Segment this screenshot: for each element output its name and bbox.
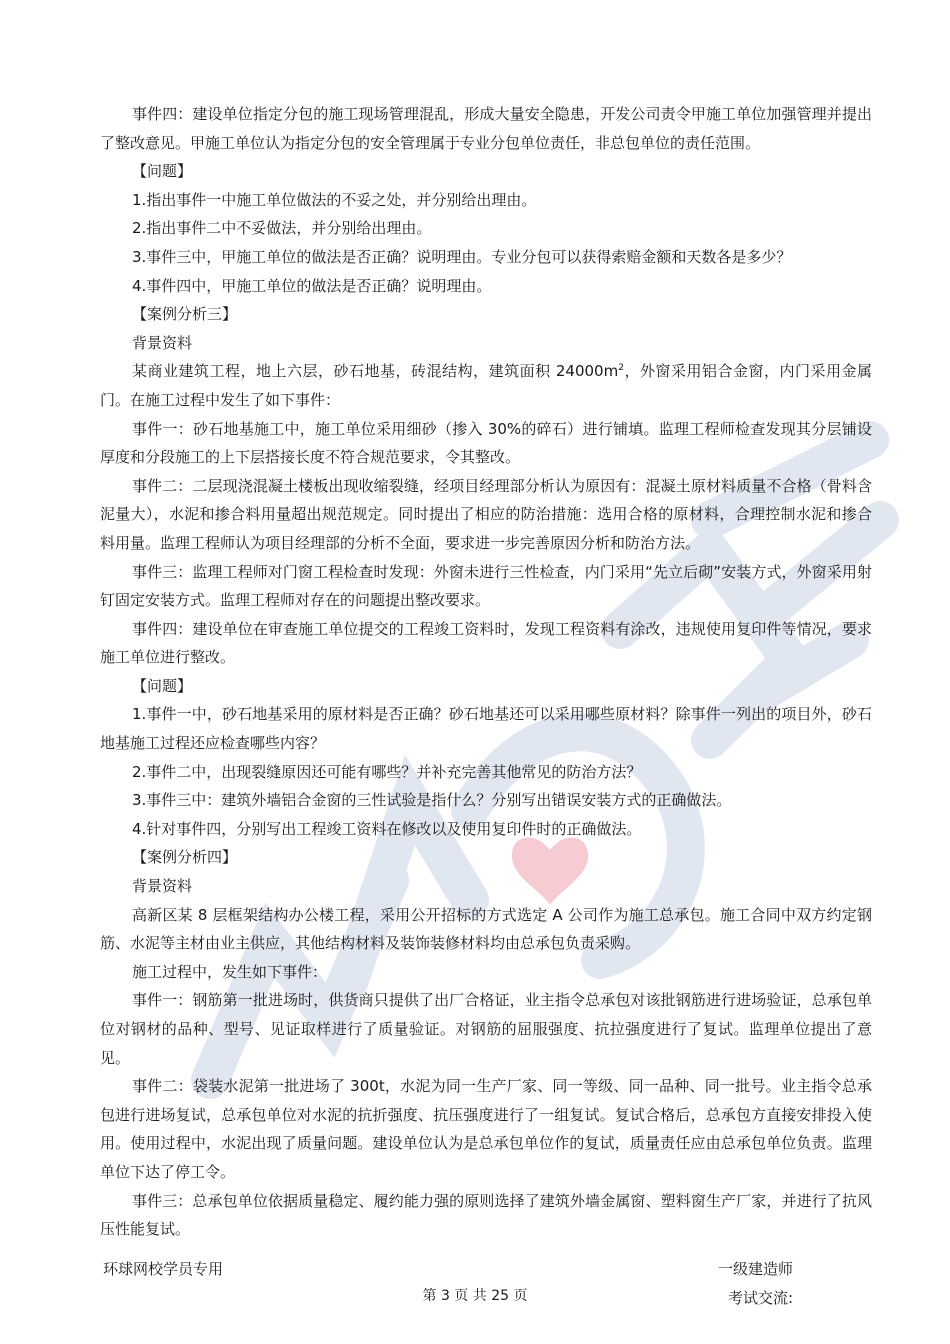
paragraph: 高新区某 8 层框架结构办公楼工程，采用公开招标的方式选定 A 公司作为施工总承包。施工合同中双方约定钢筋、水泥等主材由业主供应，其他结构材料及装饰装修材料均由总承包负责采购。 (100, 905, 872, 953)
paragraph: 事件二：二层现浇混凝土楼板出现收缩裂缝，经项目经理部分析认为原因有：混凝土原材料质量不合格（骨料含泥量大），水泥和掺合料用量超出规范规定。同时提出了相应的防治措施：选用合格的原材料，合理控制水泥和掺合料用量。监理工程师认为项目经理部的分析不全面，要求进一步完善原因分析和防治方法。 (100, 476, 872, 552)
paragraph: 施工过程中，发生如下事件： (132, 962, 328, 981)
paragraph: 事件四：建设单位在审查施工单位提交的工程竣工资料时，发现工程资料有涂改，违规使用复印件等情况，要求施工单位进行整改。 (100, 619, 872, 667)
paragraph: 事件二：袋装水泥第一批进场了 300t，水泥为同一生产厂家、同一等级、同一品种、同一批号。业主指令总承包进行进场复试，总承包单位对水泥的抗折强度、抗压强度进行了一组复试。复试合格后，总承包方直接安排投入使用。使用过程中，水泥出现了质量问题。建设单位认为是总承包单位作的复试，质量责任应由总承包单位负责。监理单位下达了停工令。 (100, 1077, 872, 1181)
paragraph: 事件三：监理工程师对门窗工程检查时发现：外窗未进行三性检查，内门采用“先立后砌”安装方式，外窗采用射钉固定安装方式。监理工程师对存在的问题提出整改要求。 (100, 562, 872, 610)
paragraph: 事件四：建设单位指定分包的施工现场管理混乱，形成大量安全隐患，开发公司责令甲施工单位加强管理并提出了整改意见。甲施工单位认为指定分包的安全管理属于专业分包单位责任，非总包单位的责任范围。 (100, 105, 872, 152)
paragraph: 事件三：总承包单位依据质量稳定、履约能力强的原则选择了建筑外墙金属窗、塑料窗生产厂家，并进行了抗风压性能复试。 (100, 1191, 872, 1239)
section-label: 背景资料 (132, 333, 193, 352)
paragraph (100, 357, 872, 414)
question-item: 3.事件三中，甲施工单位的做法是否正确？说明理由。专业分包可以获得索赔金额和天数各是多少？ (132, 247, 792, 266)
superscript: 2 (618, 363, 624, 374)
question-item: 4.事件四中，甲施工单位的做法是否正确？说明理由。 (132, 276, 492, 295)
question-item: 1.指出事件一中施工单位做法的不妥之处，并分别给出理由。 (132, 190, 537, 209)
question-item: 2.事件二中，出现裂缝原因还可能有哪些？并补充完善其他常见的防治方法？ (132, 762, 642, 781)
text-span: 某商业建筑工程，地上六层，砂石地基，砖混结构，建筑面积 24000m (132, 362, 619, 381)
question-item: 3.事件三中：建筑外墙铝合金窗的三性试验是指什么？分别写出错误安装方式的正确做法。 (132, 791, 732, 810)
question-heading: 【问题】 (132, 162, 193, 181)
question-item: 4.针对事件四，分别写出工程竣工资料在修改以及使用复印件时的正确做法。 (132, 819, 642, 838)
question-heading: 【问题】 (132, 676, 193, 695)
case-heading: 【案例分析四】 (132, 848, 238, 867)
case-heading: 【案例分析三】 (132, 305, 238, 324)
document-body (100, 100, 872, 1244)
question-item: 2.指出事件二中不妥做法，并分别给出理由。 (132, 219, 432, 238)
page-number: 第 3 页 共 25 页 (422, 1288, 528, 1304)
question-item: 1.事件一中，砂石地基采用的原材料是否正确？砂石地基还可以采用哪些原材料？除事件一列出的项目外，砂石地基施工过程还应检查哪些内容？ (100, 705, 872, 753)
paragraph: 事件一：砂石地基施工中，施工单位采用细砂（掺入 30%的碎石）进行铺填。监理工程师检查发现其分层铺设厚度和分段施工的上下层搭接长度不符合规范要求，令其整改。 (100, 419, 872, 467)
section-label: 背景资料 (132, 877, 193, 896)
footer-left-label: 环球网校学员专用 (103, 1260, 224, 1278)
text-span: ，外窗采用铝合金窗，内门采用金属门。在施工过程中发生了如下事件： (100, 362, 872, 409)
paragraph: 事件一：钢筋第一批进场时，供货商只提供了出厂合格证，业主指令总承包对该批钢筋进行进场验证，总承包单位对钢材的品种、型号、见证取样进行了质量验证。对钢筋的屈服强度、抗拉强度进行了复试。监理单位提出了意见。 (100, 991, 872, 1067)
footer-right-label: 一级建造师 (718, 1260, 794, 1278)
footer-exchange-label: 考试交流: (728, 1289, 794, 1307)
